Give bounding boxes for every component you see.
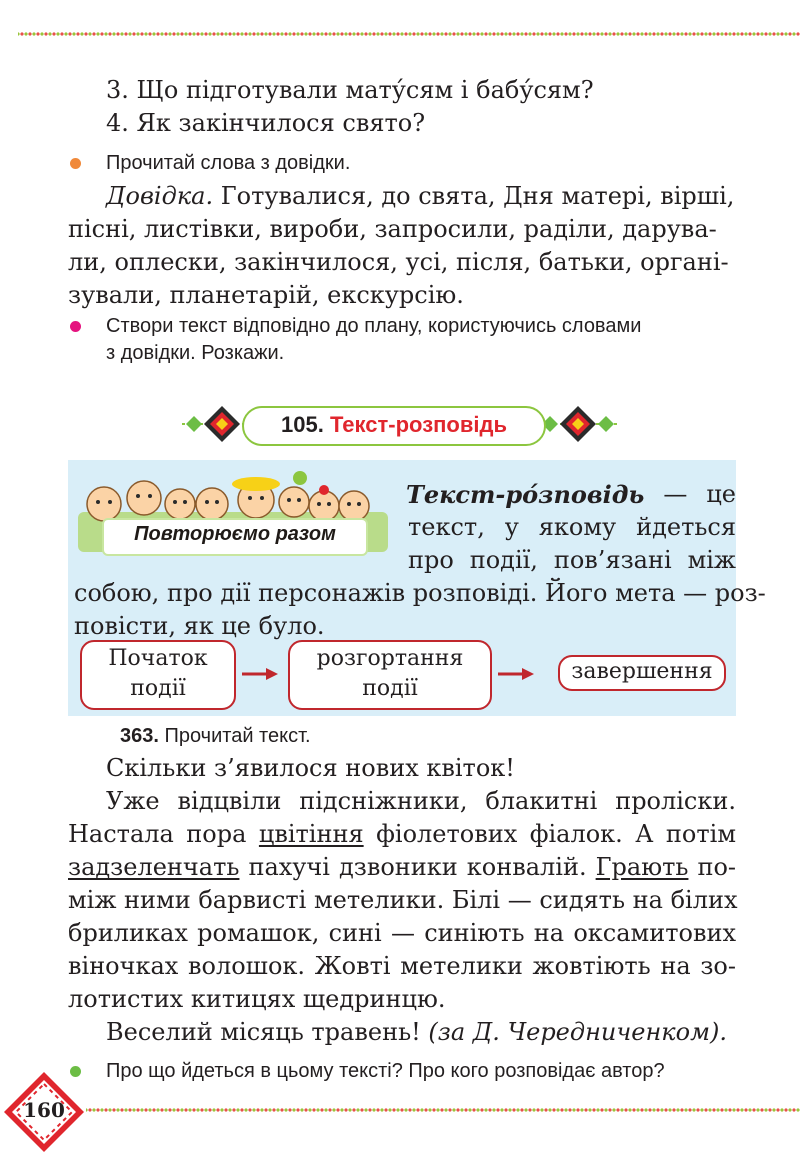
rule-banner-label: Повторюємо разом bbox=[134, 523, 336, 545]
flow-step-development-line-1: розгортання bbox=[316, 646, 464, 671]
story-line-2-a: Настала пора bbox=[68, 820, 259, 848]
story-title: Скільки з’явилося нових квіток! bbox=[106, 754, 515, 782]
section-number: 105. bbox=[281, 412, 324, 437]
story-line-3 bbox=[68, 851, 736, 884]
reference-line-4: зували, планетарій, екскурсію. bbox=[68, 281, 464, 309]
arrow-right-icon bbox=[240, 666, 280, 682]
story-line-7: лотистих китицях щедринцю. bbox=[68, 985, 446, 1013]
flow-step-development-line-2: події bbox=[362, 676, 418, 701]
rule-line-5: повісти, як це було. bbox=[74, 612, 325, 640]
section-title bbox=[244, 412, 544, 438]
rule-line-4: собою, про дії персонажів розповіді. Його мета — роз- bbox=[74, 579, 766, 607]
task-create-text-line-2: з довідки. Розкажи. bbox=[106, 342, 285, 364]
task-read-reference: Прочитай слова з довідки. bbox=[106, 152, 351, 174]
question-3: 3. Що підготували мату́сям і бабу́сям? bbox=[106, 76, 594, 104]
section-title-text: Текст-розповідь bbox=[329, 412, 507, 437]
story-line-5: бриликах ромашок, сині — синіють на оксамитових bbox=[68, 919, 736, 947]
rule-term: Текст-ро́зповідь bbox=[406, 480, 645, 509]
question-4: 4. Як закінчилося свято? bbox=[106, 109, 426, 137]
story-line-8-a: Веселий місяць травень! bbox=[106, 1018, 429, 1046]
rule-line-1 bbox=[406, 478, 736, 511]
story-line-3-b: по- bbox=[688, 853, 737, 881]
reference-line-1 bbox=[106, 180, 736, 213]
story-underlined-word: Грають bbox=[595, 853, 689, 881]
rule-text-1: це bbox=[706, 480, 736, 508]
reference-line-3: ли, оплески, закінчилося, усі, після, батьки, органі- bbox=[68, 248, 729, 276]
arrow-right-icon bbox=[496, 666, 536, 682]
story-line-1: Уже відцвіли підсніжники, блакитні проліски. bbox=[106, 787, 736, 815]
reference-line-2: пісні, листівки, вироби, запросили, раділи, дарува- bbox=[68, 215, 717, 243]
flow-step-beginning-line-1: Початок bbox=[108, 646, 208, 671]
magenta-bullet-icon bbox=[70, 321, 81, 332]
story-line-8 bbox=[106, 1016, 727, 1049]
story-line-4: між ними барвисті метелики. Білі — сидять на білих bbox=[68, 886, 738, 914]
rule-line-2: текст, у якому йдеться bbox=[408, 513, 736, 541]
task-create-text-line-1: Створи текст відповідно до плану, користуючись словами bbox=[106, 315, 642, 337]
rule-dash: — bbox=[663, 480, 688, 508]
bottom-decorative-border bbox=[86, 1106, 800, 1114]
story-line-2-b: фіолетових фіалок. А потім bbox=[363, 820, 737, 848]
story-line-3-a: пахучі дзвоники конвалій. bbox=[239, 853, 596, 881]
reference-label: Довідка. bbox=[106, 182, 214, 210]
reference-text-1: Готувалися, до свята, Дня матері, вірші, bbox=[220, 182, 735, 210]
flow-step-ending bbox=[558, 655, 726, 691]
section-header bbox=[182, 404, 618, 444]
rule-line-3: про події, пов’язані між bbox=[408, 546, 736, 574]
task-what-is-text-about: Про що йдеться в цьому тексті? Про кого розповідає автор? bbox=[106, 1060, 665, 1082]
flow-step-ending-line-1: завершення bbox=[571, 659, 713, 684]
story-line-2 bbox=[68, 818, 736, 851]
orange-bullet-icon bbox=[70, 158, 81, 169]
exercise-header bbox=[120, 723, 311, 750]
story-underlined-word: цвітіння bbox=[258, 820, 364, 848]
exercise-number: 363. bbox=[120, 725, 159, 747]
flow-step-beginning bbox=[80, 640, 236, 710]
story-underlined-word: задзеленчать bbox=[68, 853, 240, 881]
top-decorative-border bbox=[18, 30, 800, 38]
story-line-6: віночках волошок. Жовті метелики жовтіють на зо- bbox=[68, 952, 736, 980]
exercise-instruction: Прочитай текст. bbox=[164, 725, 311, 747]
page-number: 160 bbox=[23, 1098, 65, 1122]
flow-step-development bbox=[288, 640, 492, 710]
story-author: (за Д. Чередниченком). bbox=[428, 1018, 727, 1046]
flow-step-beginning-line-2: події bbox=[130, 676, 186, 701]
